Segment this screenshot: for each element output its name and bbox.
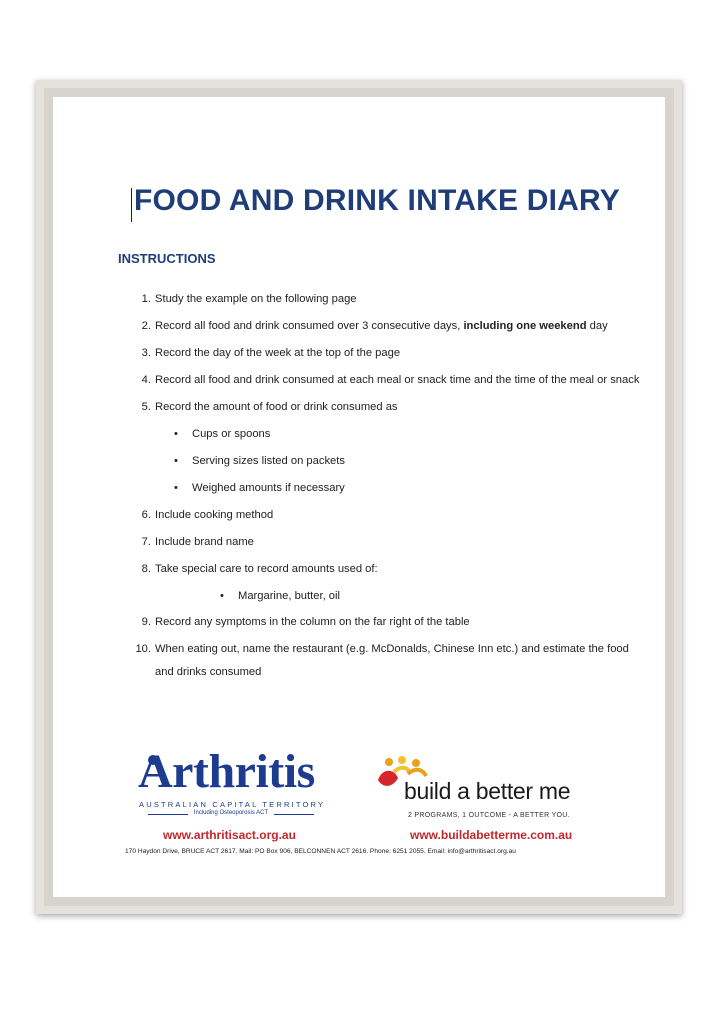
- list-item: 5. Record the amount of food or drink consumed as: [141, 401, 398, 413]
- build-a-better-me-logo: build a better me 2 PROGRAMS, 1 OUTCOME - A BETTER YOU.: [374, 756, 594, 826]
- list-item: 1. Study the example on the following page: [141, 293, 357, 305]
- arthritis-url-link[interactable]: www.arthritisact.org.au: [163, 828, 296, 842]
- page-title: FOOD AND DRINK INTAKE DIARY: [134, 184, 620, 217]
- contact-address: 170 Haydon Drive, BRUCE ACT 2617. Mail: PO Box 906, BELCONNEN ACT 2616. Phone: 6251 2055. Email: info@arthritisact.org.au: [125, 848, 516, 855]
- list-item: 3. Record the day of the week at the top of the page: [141, 347, 401, 359]
- text-cursor: [131, 188, 132, 222]
- list-item: 2. Record all food and drink consumed over 3 consecutive days, including one weekend day: [141, 320, 608, 332]
- bullet-icon: •: [174, 455, 178, 467]
- sub-list-item: • Serving sizes listed on packets: [174, 455, 345, 467]
- list-item-continuation: and drinks consumed: [155, 666, 262, 678]
- sub-list-item: • Cups or spoons: [174, 428, 271, 440]
- list-item: 6. Include cooking method: [141, 509, 274, 521]
- list-item: 4. Record all food and drink consumed at each meal or snack time and the time of the meal or snack: [141, 374, 640, 386]
- arthritis-logo: Arthritis AUSTRALIAN CAPITAL TERRITORY Including Osteoporosis ACT: [138, 745, 326, 816]
- sub-list-item: • Margarine, butter, oil: [220, 590, 340, 602]
- list-item: 8. Take special care to record amounts used of:: [141, 563, 378, 575]
- bullet-icon: •: [220, 590, 224, 602]
- instructions-heading: INSTRUCTIONS: [118, 251, 216, 266]
- buildabetterme-url-link[interactable]: www.buildabetterme.com.au: [410, 828, 573, 842]
- bullet-icon: •: [174, 428, 178, 440]
- list-item: 9. Record any symptoms in the column on the far right of the table: [141, 616, 470, 628]
- sub-list-item: • Weighed amounts if necessary: [174, 482, 345, 494]
- bullet-icon: •: [174, 482, 178, 494]
- list-item: 10. When eating out, name the restaurant (e.g. McDonalds, Chinese Inn etc.) and estimate the food: [135, 643, 629, 655]
- list-item: 7. Include brand name: [141, 536, 254, 548]
